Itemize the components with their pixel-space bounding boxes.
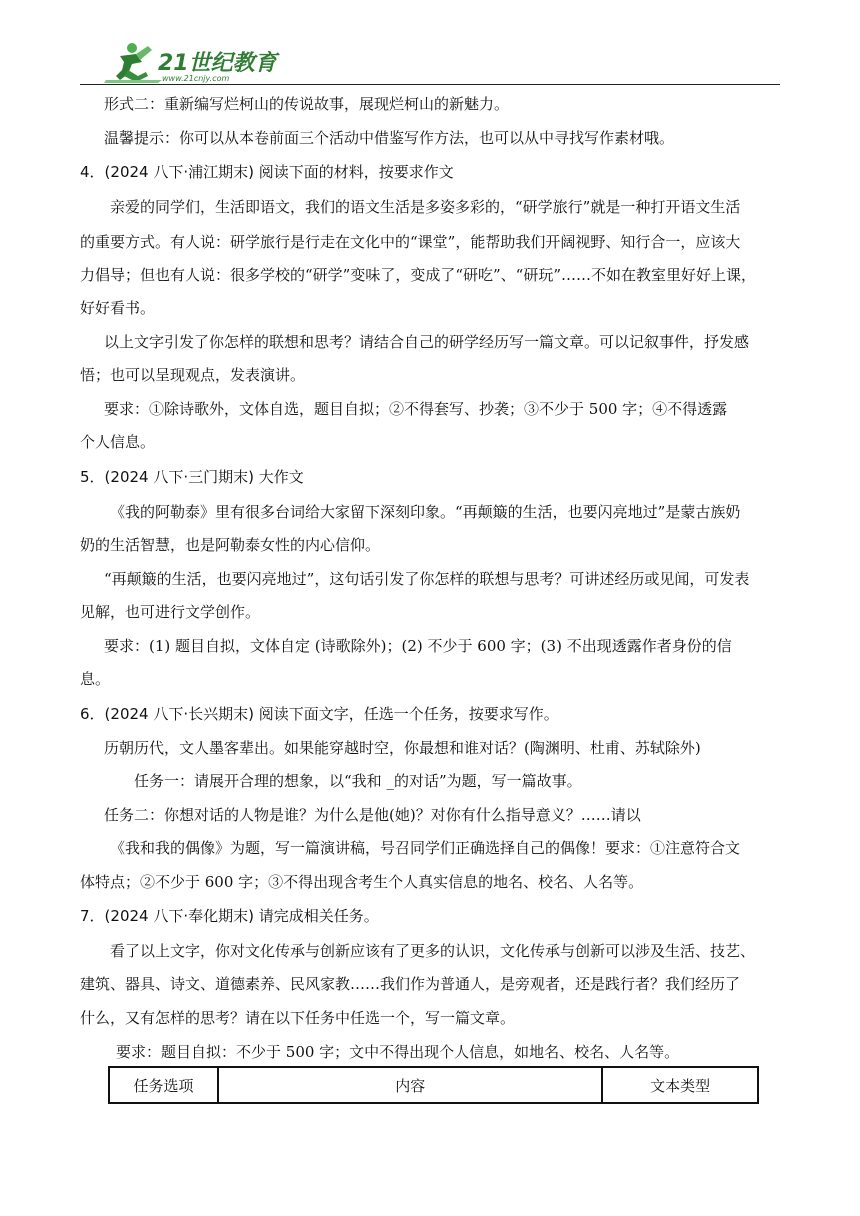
paragraph-line: 的重要方式。有人说：研学旅行是行走在文化中的“课堂”，能帮助我们开阔视野、知行合一，应该大 [80, 233, 741, 251]
table-header-task-option: 任务选项 [109, 1067, 218, 1103]
paragraph-line: 好好看书。 [80, 299, 156, 317]
paragraph-line: 见解，也可进行文学创作。 [80, 603, 261, 621]
paragraph-line: 要求：①除诗歌外，文体自选，题目自拟；②不得套写、抄袭；③不少于 500 字；④不得透露 [104, 400, 728, 418]
logo-subtext: www.21cnjy.com [162, 74, 230, 83]
paragraph-line: 看了以上文字，你对文化传承与创新应该有了更多的认识，文化传承与创新可以涉及生活、技艺、 [110, 942, 756, 960]
paragraph-line: 建筑、器具、诗文、道德素养、民风家教……我们作为普通人，是旁观者，还是践行者？我们经历了 [80, 975, 741, 993]
paragraph-line: 《我的阿勒泰》里有很多台词给大家留下深刻印象。“再颠簸的生活，也要闪亮地过”是蒙古族奶 [110, 503, 741, 521]
paragraph-line: 历朝历代，文人墨客辈出。如果能穿越时空，你最想和谁对话？(陶渊明、杜甫、苏轼除外) [104, 739, 701, 757]
task-table [108, 1066, 759, 1104]
paragraph-line: 任务一：请展开合理的想象，以“我和 _的对话”为题，写一篇故事。 [134, 772, 582, 790]
header-divider [80, 84, 780, 85]
paragraph-line: 温馨提示：你可以从本卷前面三个活动中借鉴写作方法，也可以从中寻找写作素材哦。 [104, 129, 675, 147]
paragraph-line: 要求：题目自拟：不少于 500 字；文中不得出现个人信息，如地名、校名、人名等。 [116, 1043, 680, 1061]
paragraph-line: 亲爱的同学们，生活即语文，我们的语文生活是多姿多彩的，“研学旅行”就是一种打开语文生活 [110, 198, 741, 216]
logo-21cnjy [102, 40, 282, 84]
table-header-text-type: 文本类型 [602, 1067, 758, 1103]
question-heading: 5．(2024 八下·三门期末) 大作文 [80, 468, 304, 486]
paragraph-line: 力倡导；但也有人说：很多学校的“研学”变味了，变成了“研吃”、“研玩”……不如在教室里好好上课， [80, 266, 757, 284]
paragraph-line: 《我和我的偶像》为题，写一篇演讲稿，号召同学们正确选择自己的偶像！要求：①注意符合文 [110, 839, 741, 857]
question-heading: 4．(2024 八下·浦江期末) 阅读下面的材料，按要求作文 [80, 163, 454, 181]
paragraph-line: 以上文字引发了你怎样的联想和思考？请结合自己的研学经历写一篇文章。可以记叙事件，抒发感 [104, 333, 750, 351]
paragraph-line: 什么，又有怎样的思考？请在以下任务中任选一个，写一篇文章。 [80, 1009, 516, 1027]
table-header-row [109, 1067, 758, 1103]
runner-icon [104, 43, 162, 83]
logo-text: 21世纪教育 [158, 51, 277, 76]
paragraph-line: 息。 [80, 670, 111, 688]
paragraph-line: 要求：(1) 题目自拟，文体自定 (诗歌除外)；(2) 不少于 600 字；(3) 不出现透露作者身份的信 [104, 637, 732, 655]
paragraph-line: 个人信息。 [80, 433, 156, 451]
paragraph-line: 形式二：重新编写烂柯山的传说故事，展现烂柯山的新魅力。 [104, 95, 510, 113]
paragraph-line: 体特点；②不少于 600 字；③不得出现含考生个人真实信息的地名、校名、人名等。 [80, 873, 644, 891]
paragraph-line: “再颠簸的生活，也要闪亮地过”，这句话引发了你怎样的联想与思考？可讲述经历或见闻，可发表 [104, 570, 750, 588]
question-heading: 7．(2024 八下·奉化期末) 请完成相关任务。 [80, 907, 379, 925]
paragraph-line: 奶的生活智慧，也是阿勒泰女性的内心信仰。 [80, 536, 381, 554]
table-header-content: 内容 [218, 1067, 602, 1103]
question-heading: 6．(2024 八下·长兴期末) 阅读下面文字，任选一个任务，按要求写作。 [80, 705, 559, 723]
page-header [0, 0, 860, 90]
paragraph-line: 悟；也可以呈现观点，发表演讲。 [80, 366, 306, 384]
paragraph-line: 任务二：你想对话的人物是谁？为什么是他(她)？对你有什么指导意义？……请以 [104, 806, 641, 824]
